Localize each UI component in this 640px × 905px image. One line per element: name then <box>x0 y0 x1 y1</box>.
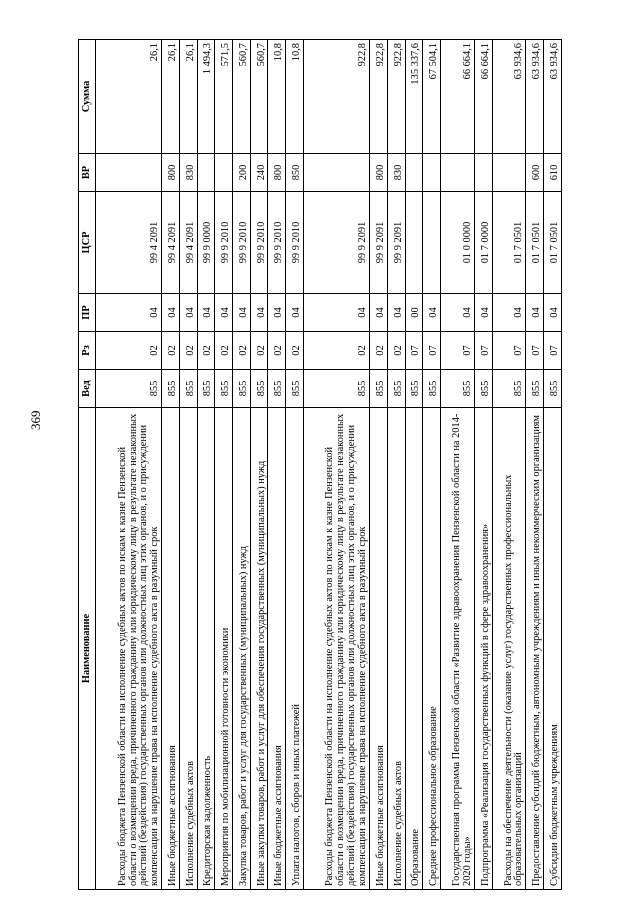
cell-vr: 850 <box>286 154 304 192</box>
cell-csr: 99 9 2010 <box>286 192 304 294</box>
cell-sum: 571,5 <box>215 40 233 154</box>
cell-ved: 855 <box>544 370 562 408</box>
cell-ved: 855 <box>268 370 286 408</box>
cell-csr: 99 4 2091 <box>180 192 198 294</box>
header-pr: ПР <box>79 294 96 332</box>
header-rz: Рз <box>79 332 96 370</box>
cell-rz: 07 <box>544 332 562 370</box>
cell-name: Иные закупки товаров, работ и услуг для обеспечения государственных (муниципальных) нужд <box>250 408 268 890</box>
cell-csr: 99 9 2091 <box>370 192 388 294</box>
cell-name: Субсидии бюджетным учреждениям <box>544 408 562 890</box>
cell-pr: 04 <box>180 294 198 332</box>
cell-rz: 02 <box>250 332 268 370</box>
cell-pr: 04 <box>303 294 369 332</box>
header-name: Наименование <box>79 408 96 890</box>
cell-vr <box>96 154 162 192</box>
cell-vr: 600 <box>526 154 544 192</box>
cell-name: Иные бюджетные ассигнования <box>162 408 180 890</box>
cell-csr: 99 4 2091 <box>162 192 180 294</box>
cell-rz: 07 <box>492 332 526 370</box>
cell-csr: 99 4 2091 <box>96 192 162 294</box>
cell-csr: 99 9 2010 <box>250 192 268 294</box>
cell-vr <box>474 154 492 192</box>
table-row <box>526 40 544 890</box>
cell-ved: 855 <box>286 370 304 408</box>
cell-name: Мероприятия по мобилизационной готовности экономики <box>215 408 233 890</box>
cell-pr: 04 <box>286 294 304 332</box>
cell-name: Закупка товаров, работ и услуг для государственных (муниципальных) нужд <box>233 408 251 890</box>
page-number: 369 <box>28 410 43 430</box>
table-row <box>492 40 526 890</box>
cell-vr: 800 <box>268 154 286 192</box>
cell-pr: 04 <box>370 294 388 332</box>
cell-csr: 99 9 2091 <box>303 192 369 294</box>
cell-pr: 04 <box>268 294 286 332</box>
header-vr: ВР <box>79 154 96 192</box>
cell-sum: 26,1 <box>162 40 180 154</box>
cell-vr: 800 <box>162 154 180 192</box>
cell-vr <box>197 154 215 192</box>
cell-csr: 99 9 2091 <box>387 192 405 294</box>
cell-pr: 04 <box>233 294 251 332</box>
cell-ved: 855 <box>197 370 215 408</box>
cell-csr <box>423 192 441 294</box>
cell-ved: 855 <box>370 370 388 408</box>
cell-rz: 02 <box>233 332 251 370</box>
table-header-row <box>79 40 96 890</box>
table-row <box>423 40 441 890</box>
table-row <box>96 40 162 890</box>
cell-vr: 830 <box>180 154 198 192</box>
cell-vr: 800 <box>370 154 388 192</box>
cell-name: Подпрограмма «Реализация государственных функций в сфере здравоохранения» <box>474 408 492 890</box>
cell-pr: 04 <box>250 294 268 332</box>
cell-sum: 922,8 <box>387 40 405 154</box>
cell-ved: 855 <box>405 370 423 408</box>
cell-sum: 560,7 <box>233 40 251 154</box>
cell-sum: 63 934,6 <box>492 40 526 154</box>
cell-csr: 99 9 2010 <box>233 192 251 294</box>
cell-rz: 02 <box>215 332 233 370</box>
cell-csr: 01 7 0501 <box>526 192 544 294</box>
cell-rz: 02 <box>96 332 162 370</box>
cell-csr: 01 7 0000 <box>474 192 492 294</box>
cell-vr: 240 <box>250 154 268 192</box>
cell-pr: 04 <box>474 294 492 332</box>
cell-sum: 10,8 <box>286 40 304 154</box>
cell-rz: 07 <box>440 332 474 370</box>
cell-csr: 99 9 2010 <box>215 192 233 294</box>
cell-name: Исполнение судебных актов <box>180 408 198 890</box>
cell-rz: 02 <box>268 332 286 370</box>
cell-sum: 10,8 <box>268 40 286 154</box>
table-row <box>180 40 198 890</box>
table-row <box>544 40 562 890</box>
cell-ved: 855 <box>474 370 492 408</box>
header-ved: Вед <box>79 370 96 408</box>
cell-name: Образование <box>405 408 423 890</box>
cell-vr: 830 <box>387 154 405 192</box>
cell-pr: 04 <box>544 294 562 332</box>
cell-sum: 66 664,1 <box>474 40 492 154</box>
cell-pr: 04 <box>215 294 233 332</box>
cell-ved: 855 <box>526 370 544 408</box>
cell-ved: 855 <box>162 370 180 408</box>
cell-ved: 855 <box>492 370 526 408</box>
cell-rz: 02 <box>180 332 198 370</box>
cell-vr: 610 <box>544 154 562 192</box>
cell-vr <box>215 154 233 192</box>
table-row <box>286 40 304 890</box>
table-row <box>197 40 215 890</box>
cell-sum: 922,8 <box>303 40 369 154</box>
cell-ved: 855 <box>423 370 441 408</box>
cell-vr <box>303 154 369 192</box>
table-row <box>303 40 369 890</box>
cell-csr <box>405 192 423 294</box>
cell-csr: 01 7 0501 <box>492 192 526 294</box>
cell-name: Иные бюджетные ассигнования <box>370 408 388 890</box>
cell-rz: 02 <box>286 332 304 370</box>
cell-ved: 855 <box>440 370 474 408</box>
cell-name: Уплата налогов, сборов и иных платежей <box>286 408 304 890</box>
cell-sum: 135 337,6 <box>405 40 423 154</box>
table-row <box>405 40 423 890</box>
cell-ved: 855 <box>303 370 369 408</box>
cell-csr: 99 9 2010 <box>268 192 286 294</box>
cell-pr: 04 <box>197 294 215 332</box>
cell-ved: 855 <box>96 370 162 408</box>
cell-pr: 04 <box>492 294 526 332</box>
header-csr: ЦСР <box>79 192 96 294</box>
cell-rz: 07 <box>526 332 544 370</box>
cell-pr: 04 <box>162 294 180 332</box>
table-row <box>387 40 405 890</box>
cell-ved: 855 <box>215 370 233 408</box>
cell-sum: 63 934,6 <box>526 40 544 154</box>
cell-csr: 01 7 0501 <box>544 192 562 294</box>
cell-pr: 04 <box>440 294 474 332</box>
cell-vr <box>440 154 474 192</box>
cell-rz: 02 <box>303 332 369 370</box>
table-row <box>474 40 492 890</box>
cell-vr <box>423 154 441 192</box>
cell-name: Исполнение судебных актов <box>387 408 405 890</box>
cell-name: Расходы на обеспечение деятельности (оказание услуг) государственных профессиональных образовательных организаций <box>492 408 526 890</box>
table-row <box>370 40 388 890</box>
cell-vr: 200 <box>233 154 251 192</box>
table-row <box>215 40 233 890</box>
table-row <box>250 40 268 890</box>
cell-rz: 07 <box>423 332 441 370</box>
table-row <box>268 40 286 890</box>
cell-pr: 04 <box>526 294 544 332</box>
cell-sum: 67 504,1 <box>423 40 441 154</box>
rotated-table-container <box>78 40 562 890</box>
table-row <box>440 40 474 890</box>
cell-vr <box>492 154 526 192</box>
cell-ved: 855 <box>180 370 198 408</box>
cell-pr: 04 <box>423 294 441 332</box>
cell-rz: 02 <box>370 332 388 370</box>
cell-name: Среднее профессиональное образование <box>423 408 441 890</box>
cell-sum: 26,1 <box>180 40 198 154</box>
cell-rz: 02 <box>387 332 405 370</box>
cell-name: Государственная программа Пензенской области «Развитие здравоохранения Пензенской области на 2014-2020 годы» <box>440 408 474 890</box>
cell-sum: 1 494,3 <box>197 40 215 154</box>
cell-pr: 04 <box>96 294 162 332</box>
cell-sum: 922,8 <box>370 40 388 154</box>
cell-rz: 02 <box>197 332 215 370</box>
cell-name: Расходы бюджета Пензенской области на исполнение судебных актов по искам к казне Пензенской области о возмещении вреда, причиненного гражданину или юридическому лицу в результате незаконных действий (бездействия) государственных органов или должностных лиц этих органов, и о присуждении компенсации за нарушение права на исполнение судебного акта в разумный срок <box>303 408 369 890</box>
cell-rz: 07 <box>405 332 423 370</box>
cell-name: Расходы бюджета Пензенской области на исполнение судебных актов по искам к казне Пензенской области о возмещении вреда, причиненного гражданину или юридическому лицу в результате незаконных действий (бездействия) государственных органов или должностных лиц этих органов, и о присуждении компенсации за нарушение права на исполнение судебного акта в разумный срок <box>96 408 162 890</box>
cell-ved: 855 <box>387 370 405 408</box>
table-row <box>162 40 180 890</box>
cell-sum: 63 934,6 <box>544 40 562 154</box>
cell-ved: 855 <box>250 370 268 408</box>
cell-name: Кредиторская задолженность <box>197 408 215 890</box>
cell-sum: 560,7 <box>250 40 268 154</box>
cell-csr: 99 9 0000 <box>197 192 215 294</box>
header-sum: Сумма <box>79 40 96 154</box>
cell-csr: 01 0 0000 <box>440 192 474 294</box>
table-row <box>233 40 251 890</box>
cell-rz: 07 <box>474 332 492 370</box>
cell-ved: 855 <box>233 370 251 408</box>
cell-sum: 26,1 <box>96 40 162 154</box>
cell-sum: 66 664,1 <box>440 40 474 154</box>
budget-table <box>78 39 562 890</box>
cell-vr <box>405 154 423 192</box>
cell-pr: 04 <box>387 294 405 332</box>
cell-rz: 02 <box>162 332 180 370</box>
cell-name: Предоставление субсидий бюджетным, автономным учреждениям и иным некоммерческим организациям <box>526 408 544 890</box>
cell-name: Иные бюджетные ассигнования <box>268 408 286 890</box>
cell-pr: 00 <box>405 294 423 332</box>
